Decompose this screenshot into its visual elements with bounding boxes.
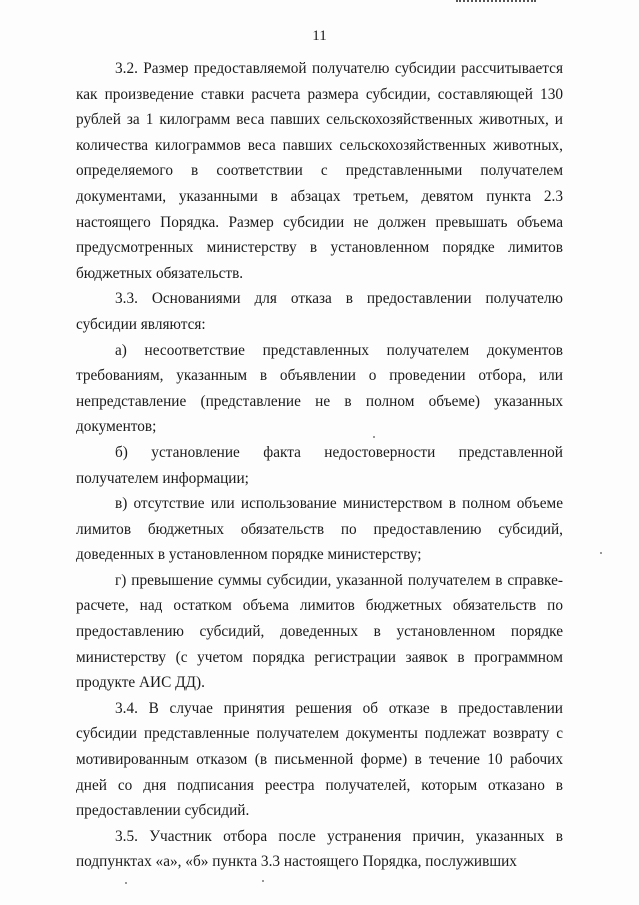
scan-speck	[262, 880, 264, 882]
page-number: 11	[312, 28, 327, 44]
scan-speck	[373, 436, 375, 438]
paragraph-3-3: 3.3. Основаниями для отказа в предоставлении получателю субсидии являются:	[76, 290, 563, 333]
scan-edge-mark	[456, 0, 536, 5]
paragraph-3-5: 3.5. Участник отбора после устранения причин, указанных в подпунктах «а», «б» пункта 3.3 настоящего Порядка, послуживших	[76, 827, 563, 871]
paragraph-3-2: 3.2. Размер предоставляемой получателю субсидии рассчитывается как произведение ставки расчета размера субсидии, составляющей 130 рублей за 1 килограмм веса павших сельскохозяйственных животных, и количества килограммов веса павших сельскохозяйственных животных, определяемого в соответствии с представленными получателем документами, указанными в абзацах третьем, девятом пункта 2.3 настоящего Порядка. Размер субсидии не должен превышать объема предусмотренных министерству в установленном порядке лимитов бюджетных обязательств.	[76, 60, 563, 282]
document-body	[76, 56, 563, 875]
scan-speck	[600, 552, 602, 554]
paragraph-3-4: 3.4. В случае принятия решения об отказе в предоставлении субсидии представленные получателем документы подлежат возврату с мотивированным отказом (в письменной форме) в течение 10 рабочих дней со дня подписания реестра получателей, которым отказано в предоставлении субсидий.	[76, 699, 563, 820]
paragraph-3-3-a: а) несоответствие представленных получателем документов требованиям, указанным в объявлении о проведении отбора, или непредставление (представление не в полном объеме) указанных документов;	[76, 341, 563, 436]
scan-speck	[125, 882, 127, 884]
paragraph-3-3-b: б) установление факта недостоверности представленной получателем информации;	[76, 443, 563, 487]
paragraph-3-3-v: в) отсутствие или использование министерством в полном объеме лимитов бюджетных обязательств по предоставлению субсидий, доведенных в установленном порядке министерству;	[76, 495, 563, 564]
paragraph-3-3-g: г) превышение суммы субсидии, указанной получателем в справке-расчете, над остатком объема лимитов бюджетных обязательств по предоставлению субсидий, доведенных в установленном порядке министерству (с учетом порядка регистрации заявок в программном продукте АИС ДД).	[76, 571, 563, 692]
